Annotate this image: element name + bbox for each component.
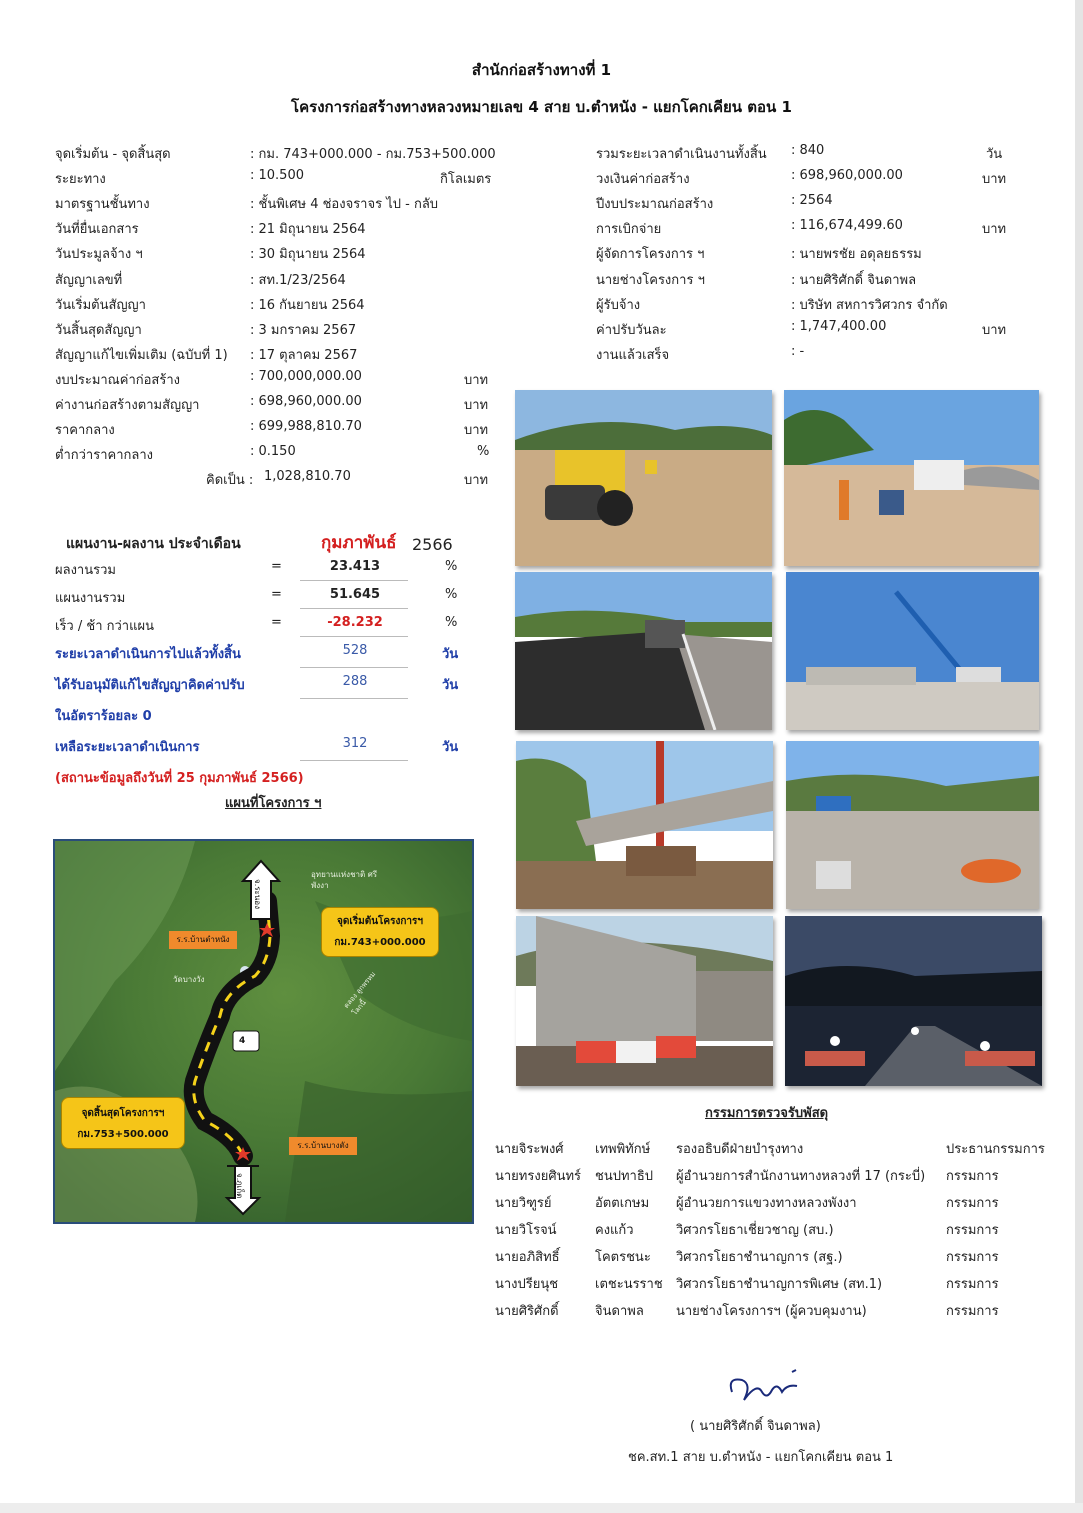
info-value: : 116,674,499.60 [791, 218, 903, 234]
committee-first-name: นายทรงยศินทร์ [495, 1169, 582, 1184]
end-callout [61, 1097, 185, 1149]
committee-first-name: นายศิริศักดิ์ [495, 1304, 559, 1319]
project-title: โครงการก่อสร้างทางหลวงหมายเลข 4 สาย บ.ตำหนัง - แยกโคกเคียน ตอน 1 [291, 98, 792, 116]
place-label: คลอง ลูกพรหมโลกนี้ [342, 970, 378, 1017]
school-top-label: ร.ร.บ้านตำหนัง [169, 931, 237, 949]
info-label: ค่างานก่อสร้างตามสัญญา [55, 398, 200, 413]
plan-row-unit: % [445, 615, 458, 630]
committee-position: ผู้อำนวยการแขวงทางหลวงพังงา [676, 1196, 857, 1211]
info-value: : 2564 [791, 193, 833, 209]
info-value: : - [791, 343, 805, 359]
info-label: วันที่ยื่นเอกสาร [55, 222, 139, 238]
info-label: ระยะทาง [55, 172, 106, 188]
place-label: อุทยานแห่งชาติ ศรีพังงา [311, 870, 378, 890]
committee-role: กรรมการ [946, 1169, 999, 1184]
elapsed-unit: วัน [442, 647, 459, 662]
committee-position: นายช่างโครงการฯ (ผู้ควบคุมงาน) [676, 1304, 867, 1319]
plan-row-unit: % [445, 587, 458, 602]
office-title: สำนักก่อสร้างทางที่ 1 [471, 61, 612, 79]
info-value: : สท.1/23/2564 [250, 272, 346, 288]
info-value: : 30 มิถุนายน 2564 [250, 247, 366, 263]
info-value: : 1,747,400.00 [791, 318, 887, 334]
map-title: แผนที่โครงการ ฯ [225, 796, 322, 811]
end-callout-line1: จุดสิ้นสุดโครงการฯ [81, 1108, 165, 1119]
committee-position: ผู้อำนวยการสำนักงานทางหลวงที่ 17 (กระบี่) [676, 1169, 926, 1184]
piling-rig-photo [516, 741, 773, 909]
info-unit: บาท [464, 372, 489, 388]
info-label: สัญญาแก้ไขเพิ่มเติม (ฉบับที่ 1) [55, 347, 228, 363]
elapsed-value: 528 [342, 643, 368, 658]
plan-year: 2566 [412, 535, 453, 554]
asphalt-paving-photo [515, 572, 772, 730]
info-label: วงเงินค่าก่อสร้าง [596, 172, 690, 188]
info-value: : 16 กันยายน 2564 [250, 297, 365, 313]
committee-last-name: ชนปทาธิป [595, 1169, 654, 1184]
arrow-top-label: จ.ระนอง [253, 879, 262, 910]
equivalent-label: คิดเป็น : [206, 473, 254, 488]
info-label: วันสิ้นสุดสัญญา [55, 322, 142, 338]
plan-row-value: -28.232 [327, 615, 383, 630]
committee-role: กรรมการ [946, 1250, 999, 1265]
signature-scribble [722, 1362, 812, 1416]
plan-row-label: เร็ว / ช้า กว่าแผน [55, 619, 154, 634]
crane-bridge-photo [786, 572, 1039, 730]
info-label: ผู้จัดการโครงการ ฯ [596, 247, 705, 263]
arrow-bottom-label: จ.ภูเก็ต [235, 1173, 244, 1199]
committee-last-name: อัตตเกษม [595, 1196, 650, 1211]
committee-position: วิศวกรโยธาชำนาญการพิเศษ (สท.1) [676, 1277, 883, 1292]
plan-row-eq: = [271, 559, 282, 574]
plan-row-label: แผนงานรวม [55, 591, 126, 606]
committee-position: รองอธิบดีฝ่ายบำรุงทาง [676, 1142, 804, 1157]
info-unit: บาท [982, 222, 1007, 238]
info-unit: % [477, 444, 490, 460]
info-value: : 3 มกราคม 2567 [250, 322, 357, 338]
committee-last-name: โคตรชนะ [595, 1250, 651, 1265]
committee-role: กรรมการ [946, 1304, 999, 1319]
info-label: รวมระยะเวลาดำเนินงานทั้งสิ้น [596, 147, 767, 162]
info-unit: กิโลเมตร [440, 172, 492, 188]
info-label: การเบิกจ่าย [596, 222, 662, 238]
info-label: มาตรฐานชั้นทาง [55, 197, 150, 213]
plan-month: กุมภาพันธ์ [321, 533, 397, 553]
plan-title: แผนงาน-ผลงาน ประจำเดือน [66, 536, 241, 552]
info-value: : 700,000,000.00 [250, 368, 362, 384]
plan-row-value: 23.413 [329, 559, 381, 574]
info-value: : นายพรชัย อดุลยธรรม [791, 247, 922, 263]
remaining-value: 312 [342, 736, 368, 751]
info-unit: วัน [986, 147, 1003, 162]
committee-first-name: นายอภิสิทธิ์ [495, 1250, 560, 1265]
committee-role: กรรมการ [946, 1196, 999, 1211]
bridge-deck-finishing-photo [786, 741, 1039, 909]
info-value: : บริษัท สหการวิศวกร จำกัด [791, 297, 948, 313]
committee-first-name: นายวิฑูรย์ [495, 1196, 552, 1211]
info-unit: บาท [464, 398, 489, 413]
end-callout-line2: กม.753+500.000 [77, 1129, 169, 1140]
start-callout [321, 907, 439, 957]
project-map [53, 839, 474, 1224]
start-callout-line2: กม.743+000.000 [334, 937, 426, 948]
committee-position: วิศวกรโยธาชำนาญการ (สฐ.) [676, 1250, 843, 1265]
committee-last-name: คงแก้ว [595, 1223, 634, 1238]
approved-value: 288 [342, 674, 368, 689]
plan-row-eq: = [271, 615, 282, 630]
info-label: สัญญาเลขที่ [55, 272, 123, 288]
committee-role: กรรมการ [946, 1223, 999, 1238]
info-label: ผู้รับจ้าง [596, 297, 641, 313]
elapsed-label: ระยะเวลาดำเนินการไปแล้วทั้งสิ้น [55, 647, 241, 662]
committee-first-name: นายจิระพงศ์ [495, 1142, 564, 1157]
committee-last-name: จินดาพล [595, 1304, 644, 1319]
committee-role: กรรมการ [946, 1277, 999, 1292]
info-value: : 10.500 [250, 168, 304, 184]
school-bottom-label: ร.ร.บ้านบางตัง [289, 1137, 357, 1155]
road-roller-photo [515, 390, 772, 566]
info-value: : 699,988,810.70 [250, 419, 362, 435]
night-road-lighting-photo [785, 916, 1042, 1086]
page-edge-right [1075, 0, 1083, 1513]
committee-role: ประธานกรรมการ [946, 1142, 1045, 1157]
committee-position: วิศวกรโยธาเชี่ยวชาญ (สบ.) [676, 1223, 834, 1238]
committee-title: กรรมการตรวจรับพัสดุ [705, 1106, 829, 1121]
approved-unit: วัน [442, 678, 459, 693]
info-value: : กม. 743+000.000 - กม.753+500.000 [250, 147, 496, 162]
retaining-wall-photo [516, 916, 773, 1086]
equivalent-unit: บาท [464, 473, 489, 488]
info-label: นายช่างโครงการ ฯ [596, 272, 705, 288]
plan-row-unit: % [445, 559, 458, 574]
info-label: ราคากลาง [55, 423, 115, 439]
signature-name: ( นายศิริศักดิ์ จินดาพล) [690, 1419, 821, 1434]
info-label: วันเริ่มต้นสัญญา [55, 297, 146, 313]
info-label: วันประมูลจ้าง ฯ [55, 247, 143, 263]
info-label: ต่ำกว่าราคากลาง [55, 448, 153, 464]
route-number: 4 [239, 1036, 246, 1046]
remaining-unit: วัน [442, 740, 459, 755]
status-note: (สถานะข้อมูลถึงวันที่ 25 กุมภาพันธ์ 2566) [55, 771, 304, 786]
committee-first-name: นางปรียนุช [495, 1277, 559, 1292]
remaining-label: เหลือระยะเวลาดำเนินการ [55, 740, 200, 755]
place-label: วัดบางวัง [173, 975, 205, 984]
info-label: ค่าปรับวันละ [596, 322, 667, 338]
info-value: : 840 [791, 143, 825, 158]
info-unit: บาท [982, 172, 1007, 188]
info-value: : 0.150 [250, 444, 296, 460]
info-value: : นายศิริศักดิ์ จินดาพล [791, 272, 917, 288]
info-label: งานแล้วเสร็จ [596, 347, 670, 363]
committee-first-name: นายวิโรจน์ [495, 1223, 557, 1238]
committee-last-name: เทพพิทักษ์ [595, 1142, 651, 1157]
signature-position: ชค.สท.1 สาย บ.ตำหนัง - แยกโคกเคียน ตอน 1 [628, 1450, 894, 1465]
plan-row-eq: = [271, 587, 282, 602]
info-label: จุดเริ่มต้น - จุดสิ้นสุด [55, 147, 171, 162]
info-label: ปีงบประมาณก่อสร้าง [596, 197, 714, 213]
info-value: : ชั้นพิเศษ 4 ช่องจราจร ไป - กลับ [250, 197, 439, 213]
info-unit: บาท [464, 423, 489, 439]
plan-row-value: 51.645 [329, 587, 381, 602]
info-value: : 17 ตุลาคม 2567 [250, 347, 358, 363]
plan-row-label: ผลงานรวม [55, 563, 116, 578]
info-value: : 21 มิถุนายน 2564 [250, 222, 366, 238]
info-value: : 698,960,000.00 [250, 394, 362, 409]
info-label: งบประมาณค่าก่อสร้าง [55, 372, 180, 388]
approved-label: ได้รับอนุมัติแก้ไขสัญญาคิดค่าปรับ [55, 678, 245, 693]
info-value: : 698,960,000.00 [791, 168, 903, 184]
inspection-team-photo [784, 390, 1039, 566]
info-unit: บาท [982, 322, 1007, 338]
committee-last-name: เตชะนรราช [595, 1277, 663, 1292]
equivalent-value: 1,028,810.70 [264, 469, 351, 484]
rate-label: ในอัตราร้อยละ 0 [55, 709, 152, 724]
page-edge-bottom [0, 1503, 1083, 1513]
start-callout-line1: จุดเริ่มต้นโครงการฯ [336, 916, 424, 927]
